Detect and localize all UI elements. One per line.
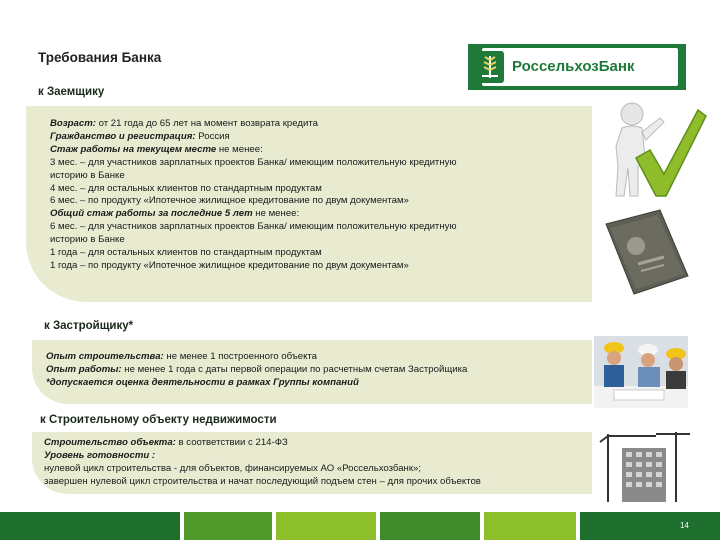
- building-crane-photo: [596, 430, 690, 502]
- property-line: [44, 463, 604, 476]
- property-heading: к Строительному объекту недвижимости: [40, 414, 277, 426]
- borrower-line-label: Возраст:: [50, 118, 96, 129]
- borrower-line-text: 3 мес. – для участников зарплатных проектов Банка/ имеющим положительную кредитную: [50, 156, 457, 168]
- property-requirements: [44, 437, 604, 489]
- borrower-line: [50, 260, 590, 273]
- developer-line-label: Опыт строительства:: [46, 351, 164, 362]
- property-line: [44, 450, 604, 463]
- borrower-line: [50, 157, 590, 170]
- developer-line-text: не менее 1 года с даты первой операции по расчетным счетам Застройщика: [121, 363, 468, 375]
- borrower-line-label: Общий стаж работы за последние 5 лет: [50, 208, 253, 220]
- borrower-line-text: не менее:: [252, 208, 300, 220]
- borrower-line-label: Гражданство и регистрация:: [50, 130, 196, 142]
- developer-line: [46, 364, 591, 377]
- footer-segment-dark: [0, 512, 180, 540]
- builders-meeting-photo: [594, 336, 688, 408]
- borrower-line-text: 1 года – по продукту «Ипотечное жилищное кредитование по двум документам»: [50, 259, 409, 271]
- footer-segment-mid: [184, 512, 272, 540]
- borrower-line: [50, 144, 590, 157]
- borrower-line-label: Стаж работы на текущем месте: [50, 143, 217, 155]
- developer-line-text: не менее 1 построенного объекта: [163, 351, 318, 362]
- borrower-line: [50, 221, 590, 234]
- property-line: [44, 476, 604, 489]
- footer-segment-mid2: [380, 512, 480, 540]
- page-number: 14: [680, 521, 689, 530]
- developer-heading: к Застройщику*: [44, 320, 134, 332]
- property-line-text: завершен нулевой цикл строительства и начат последующий подъем стен – для прочих объектов: [44, 475, 481, 487]
- property-line: [44, 437, 604, 450]
- wheat-emblem-icon: [476, 51, 504, 83]
- borrower-line-text: от 21 года до 65 лет на момент возврата кредита: [95, 118, 318, 129]
- borrower-line-text: 1 года – для остальных клиентов по стандартным продуктам: [50, 247, 322, 259]
- borrower-line: [50, 118, 590, 131]
- borrower-heading: к Заемщику: [38, 86, 105, 98]
- borrower-line-text: историю в Банке: [50, 234, 125, 246]
- developer-line: [46, 377, 591, 390]
- page-title: Требования Банка: [38, 50, 162, 65]
- developer-line-label: *допускается оценка деятельности в рамках Группы компаний: [46, 376, 359, 388]
- property-line-text: в соответствии с 214-ФЗ: [175, 437, 288, 448]
- borrower-line: [50, 170, 590, 183]
- borrower-line-text: Россия: [195, 130, 230, 142]
- borrower-line-text: историю в Банке: [50, 169, 125, 181]
- developer-line: [46, 351, 591, 364]
- borrower-line-text: 6 мес. – для участников зарплатных проектов Банка/ имеющим положительную кредитную: [50, 221, 457, 233]
- footer-bar: [0, 512, 720, 540]
- property-line-text: нулевой цикл строительства - для объектов, финансируемых АО «Россельхозбанк»;: [44, 462, 422, 474]
- footer-segment-light: [276, 512, 376, 540]
- borrower-line-text: 4 мес. – для остальных клиентов по стандартным продуктам: [50, 182, 322, 194]
- borrower-requirements: [50, 118, 590, 273]
- logo-text: РоссельхозБанк: [512, 58, 635, 75]
- borrower-line: [50, 195, 590, 208]
- bank-logo: [468, 44, 686, 90]
- footer-segment-dark2: [580, 512, 720, 540]
- borrower-line-text: 6 мес. – по продукту «Ипотечное жилищное кредитование по двум документам»: [50, 195, 409, 207]
- borrower-line: [50, 183, 590, 196]
- borrower-line: [50, 208, 590, 221]
- property-line-label: Уровень готовности :: [44, 449, 156, 461]
- borrower-line: [50, 234, 590, 247]
- developer-requirements: [46, 351, 591, 390]
- footer-segment-light2: [484, 512, 576, 540]
- borrower-line-text: не менее:: [216, 143, 263, 155]
- developer-line-label: Опыт работы:: [46, 363, 122, 375]
- borrower-line: [50, 131, 590, 144]
- property-line-label: Строительство объекта:: [44, 437, 176, 448]
- figure-with-checkmark-icon: [598, 96, 708, 206]
- passport-icon: [598, 206, 694, 298]
- borrower-line: [50, 247, 590, 260]
